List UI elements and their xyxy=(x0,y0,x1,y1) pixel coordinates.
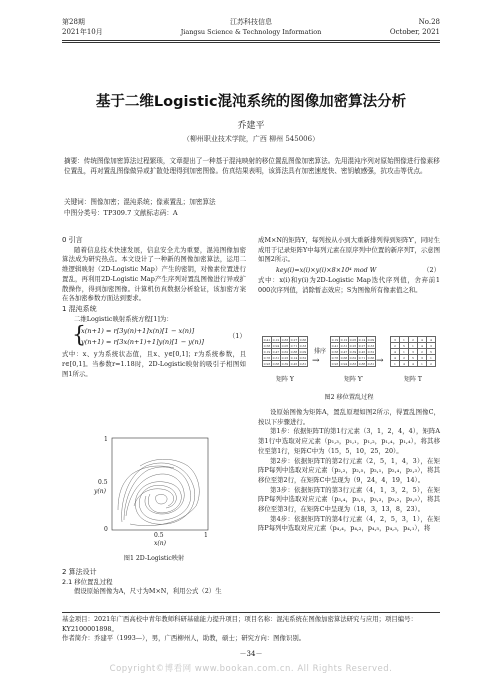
section-algorithm-heading: 2 算法设计 xyxy=(62,568,97,576)
equation-line-1: x(n+1) = r[3y(n)+1]x(n)[1 − x(n)] xyxy=(81,327,195,336)
equation-1 xyxy=(72,325,246,349)
index-arrow-icon: → xyxy=(376,356,384,366)
matrix-t: 3 1 2 4 4 2 5 1 4 3 4 1 3 2 5 4 2 5 3 1 1 4 4 1 2 xyxy=(390,336,436,367)
step-3-paragraph: 第3步：依据矩阵T的第3行元素（4，1，3，2，5），在矩阵P每列中选取对应元素（p₃,₄，p₃,₁，p₃,₃，p₃,₂，p₃,₅），将其移位至第3行，在矩阵C中呈现为（18，3，13，8，23）。 xyxy=(258,485,440,514)
scramble-principle-paragraph: 设原始图像为矩阵A，置乱原理如图2所示，得置乱图像C，按以下步骤进行。 xyxy=(258,408,440,426)
figure-1-caption: 图1 2D-Logistic映射 xyxy=(123,555,185,562)
issue-number: 第28期 xyxy=(62,18,85,26)
matrix-paragraph: 成M×N的矩阵Y，每列按从小到大重新排列得到矩阵Y′，同时生成用于记录矩阵Y中每列元素在原序列中位置的新序列T，示意图如图2所示。 xyxy=(258,236,440,264)
plot-frame xyxy=(112,438,208,530)
author-name: 乔建平 xyxy=(237,121,265,131)
page-number: －34－ xyxy=(239,650,263,658)
chaos-paragraph: 二维Logistic映射系统方程[1]为： xyxy=(74,314,173,323)
abstract: 摘要：传统图像加密算法过程繁琐，文章提出了一种基于混沌映射的移位置乱图像加密算法。先用混沌序列对原始图像进行像素移位置乱，再对置乱图像做异或扩散处理得到加密图像。仿真结果表明，该算法具有加密速度快、密钥敏感强，抗攻击等优点。 xyxy=(64,157,440,175)
intro-paragraph: 随着信息技术快速发展，信息安全尤为重要，混沌图像加密算法成为研究热点。本文设计了一种新的图像加密算法，运用二维逻辑映射（2D-Logistic Map）产生的密钥，对像素位置进行置乱，再利用2D-Logistic Map产生序列对置乱图像进行异或扩散操作，得到加密图像。计算机仿真数据分析验证，该加密方案在各加密参数方面达到要求。 xyxy=(62,245,246,303)
matrix-y: 0.41 0.12 0.83 0.27 0.66 0.58 0.94 0.05 0.71 0.33 0.19 0.47 0.62 0.88 0.09 0.76 0.31 0.25 0.14 0.52 0.93 0.68 0.39 0.45 0.81 xyxy=(263,337,307,366)
right-column xyxy=(258,236,440,296)
step-4-paragraph: 第4步：依据矩阵T的第4行元素（4，2，5，3，1），在矩阵P每列中选取对应元素（p₄,₄，p₄,₂，p₄,₅，p₄,₃，p₄,₁），将 xyxy=(258,514,440,533)
equation-2 xyxy=(258,265,440,276)
matrix-y-label: 矩阵 Y xyxy=(276,376,294,383)
issue-date-cn: 2021年10月 xyxy=(62,28,103,36)
chaos-paragraph-2: 式中：x、y为系统状态值，且x、y∈[0,1]；r为系统参数，且r∈[0,1]。当参数r=1.18时，2D-Logistic映射的吸引子相图如图1所示。 xyxy=(62,350,246,378)
header-rule-thin xyxy=(62,42,440,43)
y-tick-1: 1 xyxy=(104,436,108,443)
equation-number: （1） xyxy=(228,332,246,341)
right-column-lower xyxy=(258,408,440,534)
footnote-rule xyxy=(62,612,440,613)
section-chaos-heading: 1 混沌系统 xyxy=(62,304,97,313)
left-column-lower xyxy=(62,568,246,597)
left-column xyxy=(62,236,246,379)
header-rule xyxy=(62,40,440,41)
x-axis-label: x(n) xyxy=(154,540,166,547)
scramble-paragraph: 假设原始图像为A，尺寸为M×N，利用公式（2）生 xyxy=(74,587,222,596)
matrix-y-sorted: 0.19 0.12 0.05 0.14 0.09 0.41 0.31 0.25 0.27 0.33 0.58 0.47 0.39 0.45 0.52 0.76 0.68 0.62 0.71 0.66 0.93 0.94 0.83 0.88 0.81 xyxy=(331,337,375,366)
classification: 中图分类号：TP309.7 文献标志码：A xyxy=(64,209,178,217)
figure-2-caption: 图2 移位置乱过程 xyxy=(324,394,374,401)
sort-arrow-label: 排序 xyxy=(314,348,327,355)
section-intro-heading: 0 引言 xyxy=(62,236,83,244)
attractor-curves xyxy=(118,459,199,525)
equation-2-body: key(i)=x(i)×y(i)×8×10⁴ mod W xyxy=(276,266,377,275)
author-bio: 作者简介：乔建平（1993—），男，广西柳州人，助教，硕士；研究方向：图像识别。 xyxy=(62,634,306,642)
x-tick-0-5: 0.5 xyxy=(154,532,164,539)
step-1-paragraph: 第1步：依据矩阵T的第1行元素（3，1，2，4，4），矩阵A第1行中选取对应元素（p₁,₃，p₁,₁，p₁,₂，p₁,₄，p₁,₄），将其移位至第1行，矩阵C中为（15，5，10，25，20）。 xyxy=(258,427,440,455)
copyright-watermark: Copyright©博看网 www.bookan.com.cn. All Rights Reserved. xyxy=(109,664,393,674)
journal-name-en: Jiangsu Science & Technology Information xyxy=(180,28,322,36)
keywords: 关键词：图像加密；混沌系统；像素置乱；加密算法 xyxy=(64,198,216,206)
matrix-t-label: 矩阵 T xyxy=(404,376,422,383)
issue-number-en: No.28 xyxy=(418,18,440,26)
subsection-scramble-heading: 2.1 移位置乱过程 xyxy=(62,577,113,586)
issue-date-en: October, 2021 xyxy=(389,28,440,36)
author-affiliation: （柳州职业技术学院，广西 柳州 545006） xyxy=(182,135,320,143)
key-paragraph: 式中：x(i)和y(i)为2D-Logistic Map迭代序列值，舍弃前1 000次序列值，消除暂态效应；S为图像所有像素值之和。 xyxy=(258,276,440,294)
paper-title: 基于二维Logistic混沌系统的图像加密算法分析 xyxy=(95,94,407,110)
equation-2-number: （2） xyxy=(423,266,440,275)
matrix-y-sorted-label: 矩阵 Y′ xyxy=(344,376,364,383)
y-tick-0-5: 0.5 xyxy=(98,479,108,486)
funding-note: 基金项目：2021年广西高校中青年教师科研基础能力提升项目；项目名称：混沌系统在图像加密算法研究与应用；项目编号：KY2100001898。 xyxy=(62,615,417,633)
journal-name-cn: 江苏科技信息 xyxy=(230,18,272,26)
step-2-paragraph: 第2步：依据矩阵T的第2行元素（2，5，1，4，3），在矩阵P每列中选取对应元素（p₂,₂，p₂,₅，p₂,₁，p₂,₄，p₂,₃），将其移位至第2行，在矩阵C中呈现为（9，24，4，19，14）。 xyxy=(258,456,440,484)
figure-2 xyxy=(262,336,438,388)
x-tick-1: 1 xyxy=(204,532,208,539)
equation-brace: { xyxy=(72,323,86,349)
figure-1 xyxy=(96,436,216,548)
sort-arrow-icon: → xyxy=(312,356,320,366)
y-axis-label: y(n) xyxy=(94,488,106,495)
y-tick-0: 0 xyxy=(104,526,108,533)
equation-line-2: y(n+1) = r[3x(n+1)+1]y(n)[1 − y(n)] xyxy=(81,338,204,347)
